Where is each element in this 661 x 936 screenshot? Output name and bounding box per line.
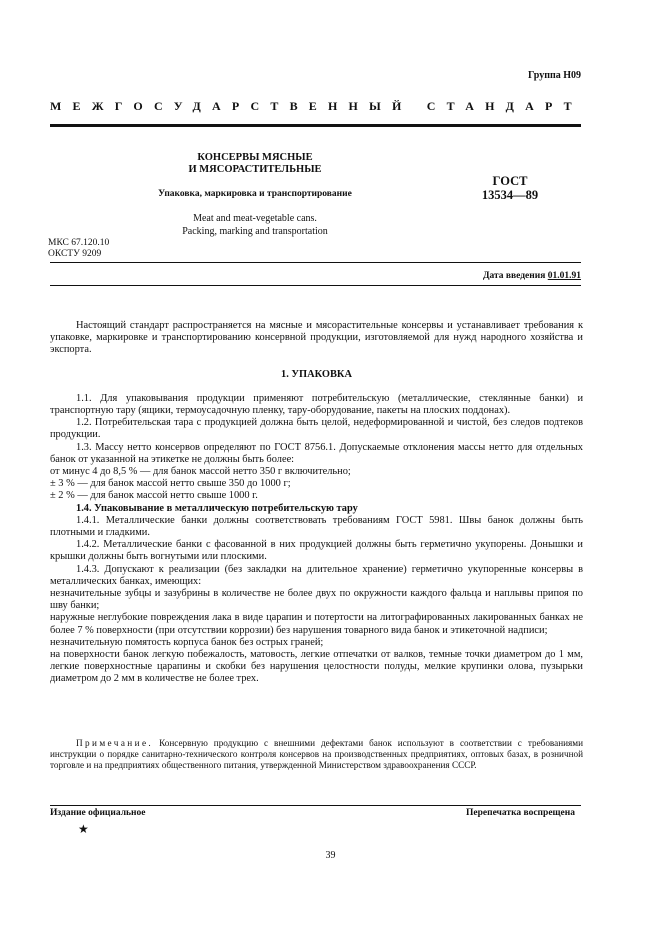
english-title <box>130 212 380 238</box>
clause-1-4-heading: 1.4. Упаковывание в металлическую потребительскую тару <box>76 502 358 514</box>
header-divider <box>50 124 581 127</box>
clause-1-3-item-a: от минус 4 до 8,5 % — для банок массой нетто 350 г включительно; <box>50 466 351 478</box>
clause-1-4-3-item-b: наружные неглубокие повреждения лака в виде царапин и потертости на литографированных лакированных банках не более 7 % поверхности (при отсутствии коррозии) без нарушения товарного вида банок и этикеточной надписи; <box>50 612 583 636</box>
english-title-line-1: Meat and meat-vegetable cans. <box>193 213 317 224</box>
introduction-date <box>483 271 581 281</box>
footer-divider <box>50 805 581 806</box>
document-subtitle: Упаковка, маркировка и транспортирование <box>158 189 352 199</box>
section-heading-packing: 1. УПАКОВКА <box>281 368 352 380</box>
gost-number: 13534—89 <box>481 188 539 202</box>
date-divider <box>50 285 581 286</box>
clause-1-4-3: 1.4.3. Допускают к реализации (без закладки на длительное хранение) герметично укупоренные консервы в металлических банках, имеющих: <box>50 563 583 587</box>
reprint-prohibited-label: Перепечатка воспрещена <box>465 808 575 818</box>
intro-paragraph: Настоящий стандарт распространяется на мясные и мясорастительные консервы и устанавливает требования к упаковке, маркировке и транспортированию консервной продукции, изготовляемой для нужд народного хозяйства и экспорта. <box>50 320 583 356</box>
clause-1-1: 1.1. Для упаковывания продукции применяют потребительскую (металлические, стеклянные банки) и транспортную тару (ящики, термоусадочную пленку, тару-оборудование, пакеты на плоских поддонах). <box>50 392 583 417</box>
clause-1-2: 1.2. Потребительская тара с продукцией должна быть целой, недеформированной и чистой, без следов подтеков продукции. <box>50 417 583 441</box>
intro-date-value: 01.01.91 <box>547 271 581 281</box>
clause-1-4-3-item-a: незначительные зубцы и зазубрины в количестве не более двух по окружности каждого фальца и наплывы припоя по шву банки; <box>50 588 583 612</box>
clause-1-3: 1.3. Массу нетто консервов определяют по ГОСТ 8756.1. Допускаемые отклонения массы нетто для отдельных банок от указанной на этикетке не должны быть более: <box>50 441 583 465</box>
note-text: Консервную продукцию с внешними дефектами банок используют в соответствии с требованиями инструкции о порядке санитарно-технического контроля консервов на производственных предприятиях, оптовых базах, в розничной торговле и на предприятиях общественного питания, утвержденной Министерством здравоохранения СССР. <box>50 738 583 770</box>
clause-1-4-2: 1.4.2. Металлические банки с фасованной в них продукцией должны быть герметично укупорены. Донышки и крышки должны быть вогнутыми или плоскими. <box>50 539 583 563</box>
official-edition-label: Издание официальное <box>50 808 146 818</box>
okstu-code: ОКСТУ 9209 <box>48 249 102 259</box>
classifiers <box>48 238 109 260</box>
document-title <box>130 152 380 176</box>
clause-1-4-1: 1.4.1. Металлические банки должны соответствовать требованиям ГОСТ 5981. Швы банок должны быть плотными и гладкими. <box>50 514 583 539</box>
intro-date-label: Дата введения <box>482 271 546 281</box>
clause-1-4-3-item-c: незначительную помятость корпуса банок без острых граней; <box>50 636 324 648</box>
title-line-2: И МЯСОРАСТИТЕЛЬНЫЕ <box>188 164 322 175</box>
classifier-divider <box>50 262 581 263</box>
mks-code: МКС 67.120.10 <box>48 238 110 248</box>
clause-1-3-item-c: ± 2 % — для банок массой нетто свыше 1000 г. <box>50 490 258 502</box>
title-line-1: КОНСЕРВЫ МЯСНЫЕ <box>197 152 313 163</box>
page-number: 39 <box>325 850 336 861</box>
gost-designation <box>450 174 570 202</box>
note-label: Примечание. <box>76 738 154 748</box>
english-title-line-2: Packing, marking and transportation <box>182 226 328 237</box>
note-block <box>50 738 583 771</box>
standard-type-heading: МЕЖГОСУДАРСТВЕННЫЙ СТАНДАРТ <box>50 99 583 113</box>
clause-1-3-item-b: ± 3 % — для банок массой нетто свыше 350 до 1000 г; <box>50 478 291 490</box>
group-code: Группа Н09 <box>528 70 581 81</box>
gost-label: ГОСТ <box>492 174 528 188</box>
star-icon: ★ <box>78 822 89 836</box>
clause-1-4-3-item-d: на поверхности банок легкую побежалость, матовость, легкие отпечатки от валков, темные точки диаметром до 1 мм, легкие поверхностные царапины и скобки без нарушения целостности полуды, мелкие крупинки олова, пузырьки диаметром до 2 мм в количестве не более трех. <box>50 649 583 685</box>
standard-body <box>50 320 583 686</box>
note-paragraph <box>50 738 583 771</box>
